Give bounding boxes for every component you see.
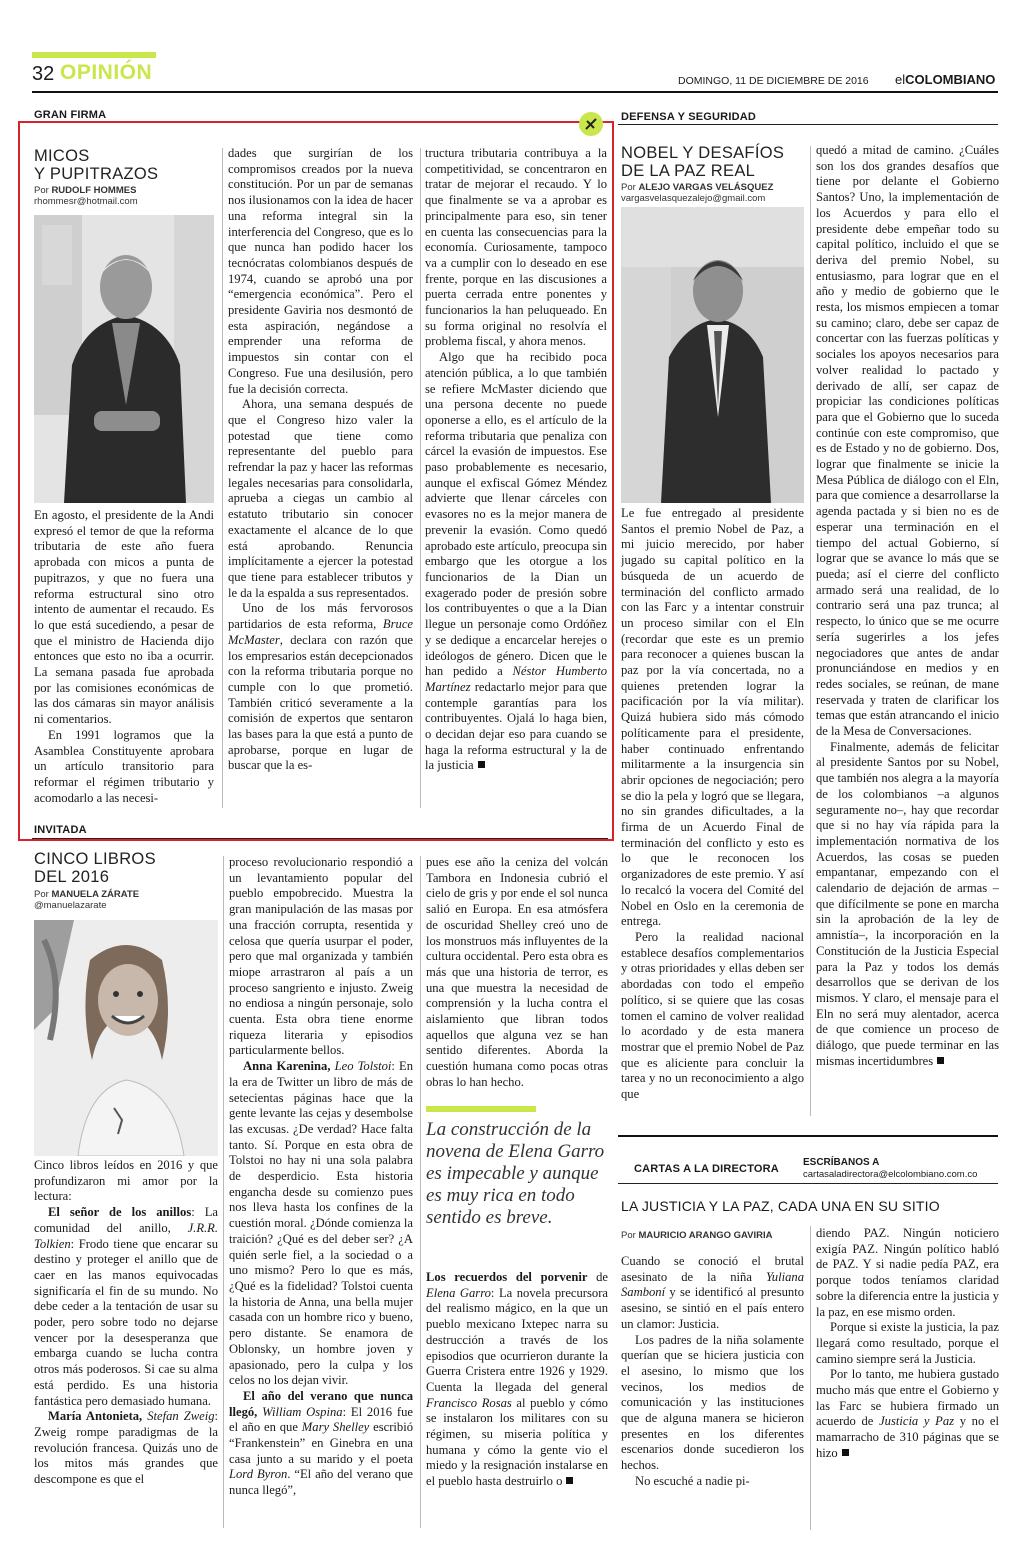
title-line: CINCO LIBROS: [34, 850, 156, 868]
text: Por lo tanto, me hubiera gustado mucho más que entre el Gobierno y las Farc se hubiera firmado un acuerdo de: [816, 1367, 999, 1429]
text: : Frodo tiene que encarar su destino y proteger el anillo que de caer en las manos equivocadas significaría el fin de su mundo. No debe ceder a la tentación de usar su poder, pero sobre todo no dejarse vencer por la desesperanza que embarga cuando se lucha contra otros más poderosos. Si cae su alma está perdido. Es una historia fantástica pero demasiado humana.: [34, 1236, 218, 1408]
text: Algo que ha recibido poca atención pública, a lo que también se refiere McMaster diciendo que una persona decente no puede oponerse a ello, es el artículo de la reforma tributaria que penaliza con cárcel la evasión de impuestos. Ese paso probablemente es necesario, aunque el exfiscal Gómez Méndez advierte que llenar cárceles con evasores no es la mejor manera de prevenir la evasión. Como quedó aprobado este artículo, preocupa sin embargo que les otorgue a los funcionarios de la Dian un exagerado poder de presión sobre los contribuyentes o que a la Dian llegue un personaje como Ordóñez y se dedique a encarcelar herejes o ideólogos de género. Dicen que le han pedido a: [425, 350, 607, 679]
person-name: Néstor Humberto Martínez: [425, 664, 607, 694]
paragraph: [426, 1270, 608, 1490]
end-mark-icon: [842, 1449, 849, 1456]
article-title-nobel: [621, 144, 784, 180]
paragraph: En 1991 logramos que la Asamblea Constituyente aprobara un artículo transitorio para reformar el régimen tributario y acomodarlo a las necesi-: [34, 727, 214, 805]
text: , declara con razón que los empresarios están decepcionados con la reforma tributaria porque no cumple con lo que prometió. También criticó severamente a la comisión de expertos que sentaron las bases para la que está a punto de aprobarse, porque en lugar de buscar que la es-: [228, 632, 413, 773]
author-name: MAURICIO ARANGO GAVIRIA: [638, 1230, 773, 1241]
paragraph: diendo PAZ. Ningún noticiero exigía PAZ. Ningún político habló de PAZ. Y si nadie pedía PAZ, era porque todos teníamos claridad sobre la diferencia entre la justicia y la paz, en ese mismo orden.: [816, 1226, 999, 1319]
author-email: vargasvelasquezalejo@gmail.com: [621, 193, 766, 204]
author-email: rhommesr@hotmail.com: [34, 196, 138, 207]
author-photo-vargas: [621, 207, 804, 503]
text: y no el mamarracho de 310 páginas que se hizo: [816, 1414, 999, 1460]
rule-cartas-top: [618, 1135, 998, 1137]
book-author: Stefan Zweig: [147, 1409, 215, 1424]
text: Uno de los más fervorosos partidarios de esta reforma,: [228, 601, 413, 632]
column-gran-firma-2: [228, 146, 413, 808]
pull-quote: La construcción de la novena de Elena Garro es impecable y aunque es muy rica en todo sentido es breve.: [426, 1119, 605, 1228]
book-title: El señor de los anillos: [48, 1205, 192, 1220]
paragraph: Pero la realidad nacional establece desafíos complementarios y otras prioridades y ellas deben ser abordadas con todo el empeño político, si se quiere que las cosas tomen el camino de volver realidad lo acordado y de esta manera mostrar que el premio Nobel de Paz que es aliciente para concluir la tarea y no un reconocimiento a algo que: [621, 929, 804, 1102]
paragraph: Le fue entregado al presidente Santos el premio Nobel de Paz, a mi juicio merecido, por haber jugado su capital político en la búsqueda de un acuerdo de terminación del conflicto armado con las Farc y a intentar construir un proceso similar con el Eln (recordar que este es un premio para reconocer a quienes buscan la paz por la vía concertada, no a quienes pretenden lograr la pacificación por la vía militar). Quizá hubiera sido más cómodo políticamente para el presidente, haber continuado enfrentando militarmente a la insurgencia sin abrir opciones de negociación; pero se dio la pela y logró que se llegara, no sin grandes dificultades, a la firma de un Acuerdo Final de terminación del conflicto y esto es lo que le reconocen los organizadores de este premio. Y así lo recalcó la vocera del Comité del Nobel en Oslo en la ceremonia de entrega.: [621, 506, 804, 929]
paragraph: [229, 1389, 413, 1499]
title-line: DE LA PAZ REAL: [621, 162, 756, 180]
person-name: Mary Shelley: [301, 1420, 370, 1435]
column-defensa-1: [621, 506, 804, 1118]
paragraph: proceso revolucionario respondió a un levantamiento popular del pueblo empobrecido. Muestra la gran manipulación de las masas por una fracción corrupta, resentida y celosa que quería usurpar el poder, pero que mal organizada y también miope arrastraron al país a un proceso sangriento e injusto. Zweig no endiosa a ningún personaje, solo cuenta. Esta obra tiene enorme riqueza literaria y episodios particularmente bellos.: [229, 855, 413, 1058]
write-email: cartasaladirectora@elcolombiano.com.co: [803, 1169, 978, 1180]
column-gran-firma-1: [34, 508, 214, 808]
section-emblem-icon: [578, 111, 604, 142]
author-photo-hommes: [34, 215, 214, 503]
text: de: [587, 1270, 608, 1284]
paragraph: [34, 1205, 218, 1409]
text: redactarlo mejor para que contemple garantías para los contribuyentes. Ojalá lo haga bien, o decidan dejar eso para cuando se haga la reforma estructural y la de la justicia: [425, 679, 607, 773]
article-title-libros: [34, 850, 156, 886]
paragraph: En agosto, el presidente de la Andi expresó el temor de que la reforma tributaria de este año fuera aprobada con micos a punta de pupitrazos, y que no fuera una reforma estructural sino otro intento de aumentar el recaudo. Es lo que está sucediendo, a pesar de que el ministro de Hacienda dijo entonces que esto no iba a ocurrir. La semana pasada fue aprobada por las comisiones económicas de las dos cámaras sin mayor análisis ni comentarios.: [34, 508, 214, 727]
paragraph: [816, 1367, 999, 1461]
column-divider: [420, 856, 421, 1528]
column-defensa-2: [816, 143, 999, 1118]
paragraph: Los padres de la niña solamente querían que se hiciera justicia con el asesino, lo mismo que los vecinos, los medios de comunicación y las instituciones que de alguna manera se hicieron presentes en los diferentes escenarios donde sucedieron los hechos.: [621, 1332, 804, 1473]
column-invitada-3a: [426, 855, 608, 1100]
book-title: Los recuerdos del porvenir: [426, 1270, 588, 1284]
author-handle: @manuelazarate: [34, 900, 107, 911]
paragraph: No escuché a nadie pi-: [635, 1473, 750, 1488]
text: : En la era de Twitter un libro de más de setecientas páginas hace que la gente levante las cejas y desembolse las excusas. ¿De verdad? Hace falta tanto. Sí. Porque en esta obra de Tolstoi no hay ni una sola palabra de desperdicio. Esta historia engancha desde su comienzo pues nos lleva hasta los confines de la cuestión moral. ¿Dónde comienza la traición? ¿Qué es del deber ser? ¿A quién serle fiel, a la sociedad o a uno mismo? Pero lo que es más, ¿Qué es la fidelidad? Tolstoi cuenta la historia de Anna, una bella mujer casada con un hombre rico y bueno, pero distante. Se enamora de Oblonsky, un hombre joven y apasionado, pero la culpa y los celos no los dejan vivir.: [229, 1059, 413, 1388]
paragraph: tructura tributaria contribuya a la competitividad, se concentraron en tratar de mejorar el recaudo. Y lo que finalmente se va a aprobar es principalmente para eso, sin tener en cuenta las consecuencias para la economía. Curiosamente, tampoco va a cumplir con lo deseado en ese frente, porque en las discusiones a puerta cerrada entre ponentes y funcionarios la han peluqueado. En su forma original no resolvía el problema fiscal, y ahora menos.: [425, 146, 607, 349]
rule-invitada: [32, 838, 608, 839]
text: : El 2016 fue el año en que: [229, 1404, 413, 1435]
header-accent-bar: [32, 52, 156, 58]
text: . “El año del verano que nunca llegó”,: [229, 1467, 413, 1498]
header-rule: [32, 91, 998, 93]
column-gran-firma-3: [425, 146, 607, 808]
end-mark-icon: [478, 761, 485, 768]
text: Finalmente, además de felicitar al presidente Santos por su Nobel, que también nos alegra a la mayoría de los colombianos –a algunos seguramente no–, hay que recordar que si no hay vía rápida para la implementación normativa de los Acuerdos, las cosas se pueden empantanar, empezando con el calendario de dejación de armas –que difícilmente se pone en marcha sin la aprobación de la ley de amnistía–, la incorporación en la Constitución de la Justicia Especial para la Paz y todos los demás desarrollos que se derivan de los mismos. Y claro, el mensaje para el Eln no será muy alentador, acerca de que comience un proceso de diálogo, que puede terminar en las mismas incertidumbres: [816, 739, 999, 1068]
paragraph: Cinco libros leídos en 2016 y que profundizaron mi amor por la lectura:: [34, 1158, 218, 1204]
book-title: El año del verano que nunca llegó,: [229, 1388, 413, 1419]
text: Cuando se conoció el brutal asesinato de la niña: [621, 1254, 804, 1284]
paragraph: [229, 1059, 413, 1389]
text: : La comunidad del anillo,: [34, 1205, 218, 1235]
letter-title: LA JUSTICIA Y LA PAZ, CADA UNA EN SU SITIO: [621, 1198, 940, 1214]
rule-defensa: [618, 124, 998, 125]
section-label-defensa: DEFENSA Y SEGURIDAD: [621, 111, 757, 123]
person-name: Francisco Rosas: [426, 1395, 512, 1410]
paragraph: [34, 1409, 218, 1488]
book-author: Elena Garro: [426, 1285, 491, 1300]
paragraph: Porque si existe la justicia, la paz llegará como resultado, porque el camino siempre será la Justicia.: [816, 1320, 999, 1366]
end-mark-icon: [566, 1477, 573, 1484]
author-name: ALEJO VARGAS VELÁSQUEZ: [638, 182, 774, 193]
byline-prefix: Por: [621, 182, 636, 193]
title-line: Y PUPITRAZOS: [34, 165, 159, 183]
column-cartas-2: [816, 1226, 999, 1530]
column-divider: [420, 148, 421, 808]
book-title: Anna Karenina,: [243, 1059, 331, 1074]
section-label-gran-firma: GRAN FIRMA: [34, 109, 107, 121]
brand-prefix: el: [895, 72, 906, 87]
author-name: MANUELA ZÁRATE: [51, 889, 140, 900]
section-title: OPINIÓN: [60, 61, 153, 84]
book-author: J.R.R. Tolkien: [34, 1220, 218, 1251]
brand-logo: [895, 72, 995, 87]
paragraph: [816, 740, 999, 1070]
author-name: RUDOLF HOMMES: [51, 185, 137, 196]
column-invitada-3b: [426, 1270, 608, 1528]
book-author: Leo Tolstoi: [334, 1059, 392, 1074]
paragraph: [228, 601, 413, 774]
section-label-invitada: INVITADA: [34, 824, 87, 836]
byline-prefix: Por: [621, 1230, 636, 1241]
end-mark-icon: [937, 1057, 944, 1064]
quote-accent-bar: [426, 1106, 536, 1112]
paragraph: dades que surgirían de los compromisos creados por la nueva constitución. Por un par de semanas nos ilusionamos con la idea de hacer una reforma integral sin la interferencia del Congreso, que es lo que nunca han podido hacer los tecnócratas colombianos después de 1974, cuando se aprobó una por “emergencia económica”. Pero el presidente Gaviria nos desmontó de esta aspiración, negándose a emprender una reforma de impuestos sin contar con el Congreso. Fue una desilusión, pero fue la decisión correcta.: [228, 146, 413, 396]
text: : Zweig rompe paradigmas de la revolución francesa. Quizás uno de los mitos más grandes que descompone es que el: [34, 1409, 218, 1487]
paragraph: quedó a mitad de camino. ¿Cuáles son los dos grandes desafíos que tiene por delante el Gobierno Santos? Uno, la implementación de los Acuerdos y para ello el presidente debe empeñar todo su capital político, incluido el que se deriva del premio Nobel, su entusiasmo, para lograr que en el año y medio de gobierno que le resta, los mismos empiecen a tomar su camino; claro, debe ser capaz de concertar con las fuerzas políticas y sociales los apoyos necesarios para volver realidad lo pactado y derivado de allí, ser capaz de propiciar las condiciones políticas para que el Gobierno que lo suceda continúe con este compromiso, que es de Estado y no de gobierno. Dos, lograr que finalmente se inicie la Mesa Pública de diálogo con el Eln, para que comience a desarrollarse la agenda pactada y si bien no es de esperar una terminación en el tiempo del actual Gobierno, sí lograr que se avance lo más que se pueda; así el cierre del conflicto armado será una realidad, de lo contrario será una paz trunca; al respecto, lo único que se me ocurre sería sugerirles a los jefes negociadores que antes de andar pronunciándose en medios y en redes sociales, se reúnan, de mane reservada y traten de clarificar los temas que están atrancando el inicio de la Mesa de Conversaciones.: [816, 143, 999, 739]
paragraph: [621, 1254, 804, 1333]
paragraph: pues ese año la ceniza del volcán Tambora en Indonesia cubrió el cielo de gris y por ende el sol nunca salió en Europa. En esa atmósfera de oscuridad Shelley creó uno de los monstruos más influyentes de la cultura occidental. Pero esta obra es más que una historia de terror, es una que muestra la necesidad de comprensión y la lucha contra el aislamiento que libran todos aquellos que alguna vez se han sentido diferentes. Aborda la cuestión humana como pocas otras obras lo han hecho.: [426, 855, 608, 1089]
title-line: MICOS: [34, 147, 90, 165]
byline-prefix: Por: [34, 185, 49, 196]
column-invitada-2: [229, 855, 413, 1527]
person-name: Bruce McMaster: [228, 617, 413, 647]
column-divider: [223, 856, 224, 1528]
law-name: Justicia y Paz: [879, 1414, 955, 1429]
write-label: ESCRÍBANOS A: [803, 1157, 880, 1168]
rule-cartas: [618, 1183, 998, 1184]
byline-prefix: Por: [34, 889, 49, 900]
text: al pueblo y cómo se instalaron los militares con su régimen, su miseria política y humana y cómo la gente vio el miedo y la resignación instalarse en el pueblo hasta destruirlo o: [426, 1395, 608, 1489]
author-photo-zarate: [34, 920, 218, 1156]
byline-arango: [621, 1230, 773, 1242]
section-label-cartas: CARTAS A LA DIRECTORA: [634, 1163, 779, 1175]
column-divider: [810, 1226, 811, 1530]
paragraph: Ahora, una semana después de que el Congreso hizo valer la potestad que tiene como representante del pueblo para refrendar la paz y hacer las reformas legales necesarias para consolidarla, aprueba a ciegas un cambio al estatuto tributario sin conocer exactamente el alcance de lo que está aprobando. Renuncia implícitamente a ejercer la potestad que tiene para establecer tributos y le da la espalda a sus representados.: [228, 397, 413, 600]
book-author: William Ospina: [262, 1404, 343, 1419]
page-number: 32: [32, 63, 55, 85]
person-name: Lord Byron: [229, 1467, 288, 1482]
article-title-micos: [34, 147, 158, 183]
column-invitada-1: [34, 1158, 218, 1528]
column-divider: [810, 146, 811, 1116]
column-cartas-1: [621, 1254, 804, 1530]
column-divider: [222, 148, 223, 808]
book-title: María Antonieta,: [48, 1409, 143, 1424]
person-name: Yuliana Samboní: [621, 1269, 804, 1300]
title-line: DEL 2016: [34, 868, 110, 886]
text: escribió “Frankenstein” en Ginebra en una casa junto a su marido y el poeta: [229, 1420, 413, 1466]
paragraph: [425, 350, 607, 774]
title-line: NOBEL Y DESAFÍOS: [621, 144, 785, 162]
issue-date: DOMINGO, 11 DE DICIEMBRE DE 2016: [678, 75, 869, 87]
text: y se identificó al presunto asesino, se sintió en el país entero un clamor: Justicia.: [621, 1285, 804, 1331]
text: : La novela precursora del realismo mágico, en la que un pueblo mexicano Ixtepec narra su destrucción a través de los episodios que ocurrieron durante la Guerra Cristera entre 1926 y 1929. Cuenta la llegada del general: [426, 1285, 608, 1394]
brand-name: COLOMBIANO: [905, 72, 996, 87]
